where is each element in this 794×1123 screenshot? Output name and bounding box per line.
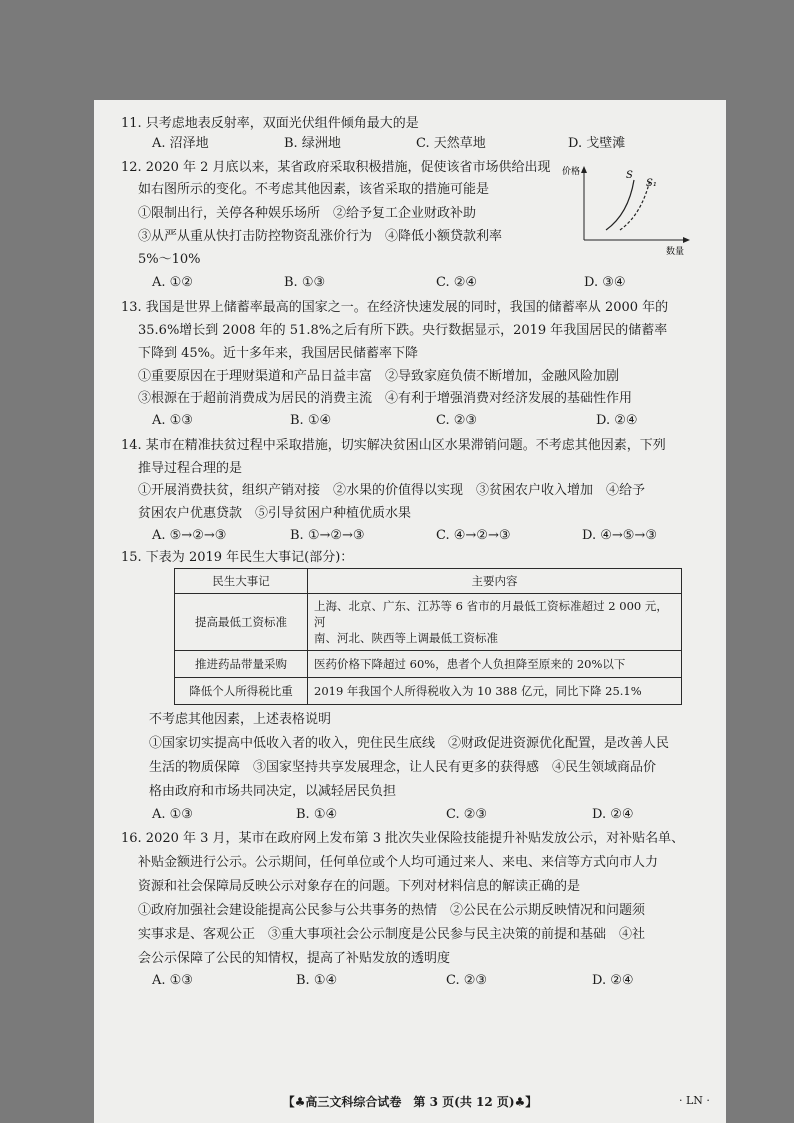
q15-stem: 15. 下表为 2019 年民生大事记(部分)： [121, 550, 354, 565]
table-header: 主要内容 [308, 569, 682, 594]
q16-option-d: D. ②④ [592, 973, 634, 988]
q11-option-a: A. 沼泽地 [152, 136, 209, 151]
table-header-row [175, 569, 682, 594]
table-cell-event: 降低个人所得税比重 [175, 678, 308, 705]
q13-line: 35.6%增长到 2008 年的 51.8%之后有所下跌。央行数据显示，2019 年我国居民的储蓄率 [138, 323, 668, 338]
q12-line: 12. 2020 年 2 月底以来，某省政府采取积极措施，促使该省市场供给出现 [121, 160, 551, 175]
q13-option-d: D. ②④ [596, 413, 638, 428]
q14-option-a: A. ⑤→②→③ [152, 528, 227, 543]
q16-line: 实事求是、客观公正 ③重大事项社会公示制度是公民参与民主决策的前提和基础 ④社 [138, 927, 646, 942]
q13-line: ①重要原因在于理财渠道和产品日益丰富 ②导致家庭负债不断增加，金融风险加剧 [138, 369, 620, 384]
supply-curve-s [606, 180, 634, 230]
q13-line: 13. 我国是世界上储蓄率最高的国家之一。在经济快速发展的同时，我国的储蓄率从 2000 年的 [121, 300, 669, 315]
table-row [175, 651, 682, 678]
q13-option-c: C. ②③ [436, 413, 478, 428]
q16-line: ①政府加强社会建设能提高公民参与公共事务的热情 ②公民在公示期反映情况和问题须 [138, 903, 646, 918]
q12-option-d: D. ③④ [584, 275, 626, 290]
table-cell-line: 上海、北京、广东、江苏等 6 省市的月最低工资标准超过 2 000 元，河 [314, 599, 668, 629]
q14-line: 14. 某市在精准扶贫过程中采取措施，切实解决贫困山区水果滞销问题。不考虑其他因素，下列 [121, 438, 666, 453]
q12-line: ③从严从重从快打击防控物资乱涨价行为 ④降低小额贷款利率 [138, 229, 503, 244]
q15-line: 生活的物质保障 ③国家坚持共享发展理念，让人民有更多的获得感 ④民生领域商品价 [149, 760, 657, 775]
q11-option-c: C. 天然草地 [416, 136, 486, 151]
table-cell-content: 医药价格下降超过 60%，患者个人负担降至原来的 20%以下 [308, 651, 682, 678]
curve-s-label: S [626, 170, 633, 181]
q14-line: 贫困农户优惠贷款 ⑤引导贫困户种植优质水果 [138, 506, 412, 521]
q14-option-c: C. ④→②→③ [436, 528, 511, 543]
q15-option-d: D. ②④ [592, 807, 634, 822]
q11-stem: 11. 只考虑地表反射率，双面光伏组件倾角最大的是 [121, 116, 419, 131]
q12-line: 如右图所示的变化。不考虑其他因素，该省采取的措施可能是 [138, 182, 490, 197]
q12-line: 5%～10% [138, 252, 201, 267]
quantity-axis-arrow [683, 237, 690, 243]
y-axis-label: 价格 [562, 167, 581, 177]
table-header: 民生大事记 [175, 569, 308, 594]
q15-option-a: A. ①③ [152, 807, 193, 822]
q15-line: ①国家切实提高中低收入者的收入，兜住民生底线 ②财政促进资源优化配置，是改善人民 [149, 736, 670, 751]
x-axis-label: 数量 [666, 247, 685, 256]
q13-line: 下降到 45%。近十多年来，我国居民储蓄率下降 [138, 346, 419, 361]
curve-s1-label: S₁ [646, 178, 657, 189]
q13-option-a: A. ①③ [152, 413, 193, 428]
q15-line: 格由政府和市场共同决定，以减轻居民负担 [149, 784, 397, 799]
q16-line: 资源和社会保障局反映公示对象存在的问题。下列对材料信息的解读正确的是 [138, 879, 581, 894]
table-cell-event: 推进药品带量采购 [175, 651, 308, 678]
q14-option-d: D. ④→⑤→③ [582, 528, 657, 543]
table-cell-line: 南、河北、陕西等上调最低工资标准 [314, 631, 498, 645]
q15-option-b: B. ①④ [296, 807, 338, 822]
q11-option-b: B. 绿洲地 [284, 136, 341, 151]
q14-line: ①开展消费扶贫，组织产销对接 ②水果的价值得以实现 ③贫困农户收入增加 ④给予 [138, 483, 646, 498]
exam-page [94, 100, 726, 1123]
table-cell-content: 2019 年我国个人所得税收入为 10 388 亿元，同比下降 25.1% [308, 678, 682, 705]
q16-option-c: C. ②③ [446, 973, 488, 988]
q16-line: 16. 2020 年 3 月，某市在政府网上发布第 3 批次失业保险技能提升补贴发放公示，对补贴名单、 [121, 831, 685, 846]
q13-line: ③根源在于超前消费成为居民的消费主流 ④有利于增强消费对经济发展的基础性作用 [138, 391, 633, 406]
livelihood-events-table [174, 568, 682, 705]
q12-line: ①限制出行，关停各种娱乐场所 ②给予复工企业财政补助 [138, 206, 477, 221]
q11-option-d: D. 戈壁滩 [568, 136, 626, 151]
page-footer: 【♣高三文科综合试卷 第 3 页(共 12 页)♣】 [282, 1095, 538, 1109]
table-row [175, 594, 682, 651]
page-code: · LN · [679, 1094, 710, 1107]
q16-option-a: A. ①③ [152, 973, 193, 988]
q12-option-b: B. ①③ [284, 275, 326, 290]
q14-option-b: B. ①→②→③ [290, 528, 365, 543]
q14-line: 推导过程合理的是 [138, 461, 243, 476]
q15-line: 不考虑其他因素，上述表格说明 [149, 712, 332, 727]
q12-option-c: C. ②④ [436, 275, 478, 290]
supply-curve-graph [562, 164, 692, 256]
q16-option-b: B. ①④ [296, 973, 338, 988]
q12-option-a: A. ①② [152, 275, 193, 290]
q13-option-b: B. ①④ [290, 413, 332, 428]
table-cell-event: 提高最低工资标准 [175, 594, 308, 651]
q16-line: 会公示保障了公民的知情权，提高了补贴发放的透明度 [138, 951, 451, 966]
q15-option-c: C. ②③ [446, 807, 488, 822]
price-axis-arrow [581, 166, 587, 173]
table-cell-content [308, 594, 682, 651]
q16-line: 补贴金额进行公示。公示期间，任何单位或个人均可通过来人、来电、来信等方式向市人力 [138, 855, 659, 870]
table-row [175, 678, 682, 705]
